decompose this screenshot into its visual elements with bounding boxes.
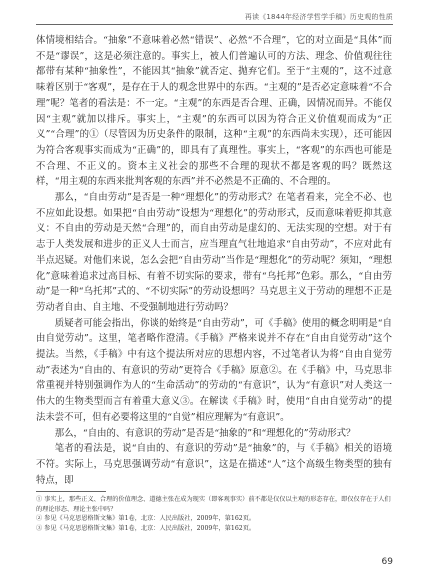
footnote-divider [36, 491, 106, 492]
paragraph: 那么，“自由劳动”是否是一种“理想化”的劳动形式？在笔者看来，完全不必、也不应如此设想。如果把“自由劳动”设想为“理想化”的劳动形式，反而意味着贬抑其意义：不自由的劳动是天然“合理”的，而自由劳动是虚幻的、无法实现的空想。对于有志于人类发展和进步的正义人士而言，应当理直气壮地追求“自由劳动”，不应对此有半点迟疑。对他们来说，怎么会把“自由劳动”当作是“理想化”的劳动呢？须知，“理想化”意味着追求过高目标、有着不切实际的要求，带有“乌托邦”色彩。那么，“自由劳动”是一种“乌托邦”式的、“不切实际”的劳动设想吗？马克思主义于劳动的理想不正是劳动者自由、自主地、不受强制地进行劳动吗？ [36, 192, 392, 313]
paragraph: 质疑者可能会指出，你谈的始终是“自由劳动”，可《手稿》使用的概念明明是“自由自觉劳动”。这里，笔者略作澄清。《手稿》严格来说并不存在“自由自觉劳动”这个提法。当然，《手稿》中有这个提法所对应的思想内容，不过笔者认为将“自由自觉劳动”表述为“自由的、有意识的劳动”更符合《手稿》原意②。在《手稿》中，马克思非常重视并特别强调作为人的“生命活动”的劳动的“有意识”，认为“有意识”对人类这一伟大的生物类型而言有着重大意义③。在解读《手稿》时，使用“自由自觉劳动”的提法未尝不可，但有必要将这里的“自觉”相应理解为“有意识”。 [36, 317, 392, 423]
paragraph: 笔者的看法是，说“自由的、有意识的劳动”是“抽象”的，与《手稿》相关的语境不符。实际上，马克思强调劳动“有意识”，这是在描述“人”这个高级生物类型的独有特点，即 [36, 443, 392, 486]
paragraph: 体情境相结合。“抽象”不意味着必然“错误”、必然“不合理”，它的对立面是“具体”而不是“谬误”，这是必须注意的。事实上，被人们普遍认可的方法、理念、价值观往往都带有某种“抽象性”，不能因其“抽象”就否定、抛弃它们。至于“主观的”，这不过意味着区别于“客观”，是存在于人的观念世界中的东西。“主观的”是否必定意味着“不合理”呢？笔者的看法是：不一定。“主观”的东西是否合理、正确，因情况而异。不能仅因“主观”就加以排斥。事实上，“主观”的东西可以因为符合正义价值观而成为“正义”“合理”的①（尽管因为历史条件的限制，这种“主观”的东西尚未实现），还可能因为符合客观事实而成为“正确”的，即具有了真理性。事实上，“客观”的东西也可能是不合理、不正义的。资本主义社会的那些不合理的现状不都是客观的吗？既然这样，“用主观的东西来批判客观的东西”并不必然是不正确的、不合理的。 [36, 35, 392, 188]
footnote: ② 参见《马克思恩格斯文集》第1卷，北京：人民出版社，2009年，第162页。 [36, 515, 256, 523]
page-number: 69 [381, 557, 393, 567]
header-divider [36, 24, 393, 25]
footnote: ③ 参见《马克思恩格斯文集》第1卷，北京：人民出版社，2009年，第162页。 [36, 524, 256, 532]
footnotes [36, 495, 392, 533]
footnote: ① 事实上，那些正义、合理的价值理念、道德主张在成为现实（即客观事实）前不都是仅仅以主观的形态存在，即仅仅存在于人们的理论形态、理论主张中吗？ [36, 496, 391, 513]
running-header: 再读《1844年经济学哲学手稿》历史观的性质 [244, 13, 393, 21]
body-text [36, 33, 392, 488]
paragraph: 那么，“自由的、有意识的劳动”是否是“抽象的”和“理想化的”劳动形式？ [54, 427, 356, 439]
